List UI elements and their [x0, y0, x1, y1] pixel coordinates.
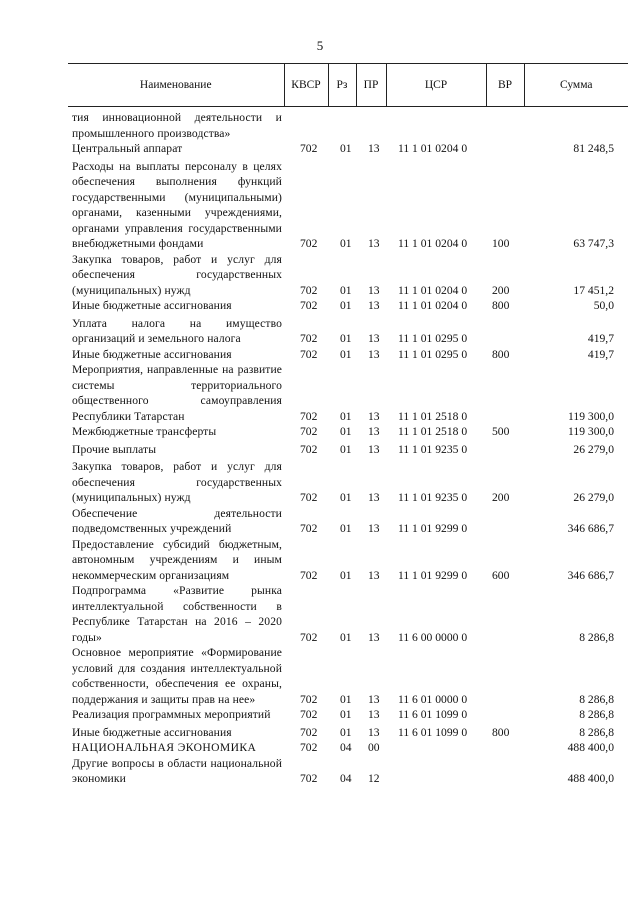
row-pr: 00 [368, 741, 380, 754]
row-pr: 13 [368, 725, 380, 739]
row-csr: 11 6 01 0000 0 [398, 692, 468, 706]
row-kvsr: 702 [300, 741, 318, 754]
row-rz: 01 [340, 692, 352, 706]
row-pr: 13 [368, 299, 380, 312]
row-csr: 11 1 01 9299 0 [398, 522, 468, 535]
table-row [72, 110, 628, 141]
row-csr: 11 1 01 9235 0 [398, 442, 468, 456]
table-row [72, 459, 628, 506]
table-row [72, 316, 628, 347]
row-rz: 01 [340, 491, 352, 504]
row-pr: 12 [368, 772, 380, 785]
header-pr: ПР [356, 64, 386, 107]
row-sum: 346 686,7 [567, 568, 614, 582]
row-kvsr: 702 [300, 332, 318, 345]
row-csr: 11 6 01 1099 0 [398, 725, 468, 739]
table-row [72, 347, 628, 363]
row-rz: 04 [340, 741, 352, 754]
row-sum: 119 300,0 [568, 425, 614, 438]
row-csr: 11 1 01 2518 0 [398, 425, 468, 438]
row-sum: 81 248,5 [573, 142, 614, 155]
row-pr: 13 [368, 630, 380, 644]
header-kvsr: КВСР [284, 64, 328, 107]
row-sum: 63 747,3 [573, 237, 614, 250]
row-kvsr: 702 [300, 772, 318, 785]
row-csr: 11 1 01 0204 0 [398, 237, 468, 250]
header-rz: Рз [328, 64, 356, 107]
table-row [72, 362, 628, 424]
row-pr: 13 [368, 442, 380, 456]
row-name: Расходы на выплаты персоналу в целях обеспечения выполнения функций государственными (муниципальными) органами, казенными учреждениями, органами управления государственными внебюджетными фондами [72, 159, 282, 250]
row-rz: 01 [340, 708, 352, 721]
row-csr: 11 1 01 0295 0 [398, 347, 468, 361]
row-vr: 200 [492, 491, 510, 504]
row-vr: 500 [492, 425, 510, 438]
row-csr: 11 1 01 9235 0 [398, 491, 468, 504]
table-row [72, 141, 628, 157]
row-pr: 13 [368, 409, 380, 423]
row-name: Подпрограмма «Развитие рынка интеллектуальной собственности в Республике Татарстан на 2016 – 2020 годы» [72, 584, 282, 644]
row-sum: 17 451,2 [573, 283, 614, 297]
table-row [72, 583, 628, 645]
row-name: Закупка товаров, работ и услуг для обеспечения государственных (муниципальных) нужд [72, 460, 282, 504]
row-pr: 13 [368, 568, 380, 582]
row-kvsr: 702 [300, 299, 318, 312]
row-sum: 346 686,7 [567, 522, 614, 535]
row-name: Межбюджетные трансферты [72, 425, 217, 438]
table-row [72, 725, 628, 741]
row-sum: 26 279,0 [573, 491, 614, 504]
table-row [72, 537, 628, 584]
row-rz: 01 [340, 347, 352, 361]
table-row [72, 707, 628, 723]
row-kvsr: 702 [300, 237, 318, 250]
row-rz: 01 [340, 142, 352, 155]
row-vr: 800 [492, 347, 510, 361]
row-kvsr: 702 [300, 692, 318, 706]
row-kvsr: 702 [300, 522, 318, 535]
row-rz: 01 [340, 630, 352, 644]
table-row [72, 424, 628, 440]
row-name: Основное мероприятие «Формирование условий для создания интеллектуальной собственности, обеспечения ее охраны, поддержания и защиты прав на нее» [72, 646, 282, 706]
row-vr: 100 [492, 237, 510, 250]
row-vr: 800 [492, 299, 510, 312]
row-kvsr: 702 [300, 142, 318, 155]
row-name: Обеспечение деятельности подведомственных учреждений [72, 506, 282, 535]
row-pr: 13 [368, 332, 380, 345]
row-rz: 01 [340, 568, 352, 582]
row-vr: 800 [492, 725, 510, 739]
row-name: Иные бюджетные ассигнования [72, 725, 232, 739]
row-sum: 488 400,0 [567, 741, 614, 754]
row-csr: 11 1 01 0204 0 [398, 142, 468, 155]
row-rz: 01 [340, 283, 352, 297]
row-name: Реализация программных мероприятий [72, 708, 271, 721]
table-row [72, 756, 628, 787]
row-csr: 11 1 01 0204 0 [398, 283, 468, 297]
header-sum: Сумма [524, 64, 628, 107]
row-csr: 11 1 01 9299 0 [398, 568, 468, 582]
row-pr: 13 [368, 283, 380, 297]
row-rz: 01 [340, 299, 352, 312]
row-pr: 13 [368, 692, 380, 706]
row-name: Другие вопросы в области национальной экономики [72, 756, 282, 785]
row-vr: 600 [492, 568, 510, 582]
row-pr: 13 [368, 237, 380, 250]
row-kvsr: 702 [300, 442, 318, 456]
row-name: Закупка товаров, работ и услуг для обеспечения государственных (муниципальных) нужд [72, 252, 282, 297]
row-kvsr: 702 [300, 491, 318, 504]
row-name: Уплата налога на имущество организаций и земельного налога [72, 316, 282, 345]
row-csr: 11 1 01 0295 0 [398, 332, 468, 345]
row-name: Иные бюджетные ассигнования [72, 299, 232, 312]
row-csr: 11 6 00 0000 0 [398, 630, 468, 644]
table-row [72, 159, 628, 252]
row-csr: 11 6 01 1099 0 [398, 708, 468, 721]
row-sum: 119 300,0 [568, 409, 614, 423]
header-vr: ВР [486, 64, 524, 107]
row-name: Предоставление субсидий бюджетным, автономным учреждениям и иным некоммерческим организациям [72, 537, 282, 582]
row-sum: 26 279,0 [573, 442, 614, 456]
table-row [72, 252, 628, 299]
table-row [72, 645, 628, 707]
page-number: 5 [316, 38, 324, 53]
row-rz: 01 [340, 725, 352, 739]
row-kvsr: 702 [300, 425, 318, 438]
row-pr: 13 [368, 142, 380, 155]
table-body [72, 110, 632, 787]
row-rz: 04 [340, 772, 352, 785]
row-kvsr: 702 [300, 568, 318, 582]
row-pr: 13 [368, 347, 380, 361]
table-header [68, 63, 628, 107]
row-sum: 8 286,8 [579, 725, 614, 739]
table-row [72, 506, 628, 537]
row-rz: 01 [340, 409, 352, 423]
table-row [72, 442, 628, 458]
row-kvsr: 702 [300, 725, 318, 739]
row-csr: 11 1 01 2518 0 [398, 409, 468, 423]
row-pr: 13 [368, 491, 380, 504]
row-sum: 8 286,8 [579, 630, 614, 644]
row-rz: 01 [340, 425, 352, 438]
row-csr: 11 1 01 0204 0 [398, 299, 468, 312]
row-kvsr: 702 [300, 708, 318, 721]
row-sum: 8 286,8 [579, 708, 614, 721]
row-rz: 01 [340, 442, 352, 456]
row-sum: 488 400,0 [567, 772, 614, 785]
row-rz: 01 [340, 522, 352, 535]
row-name: тия инновационной деятельности и промышленного производства» [72, 111, 282, 140]
row-kvsr: 702 [300, 347, 318, 361]
row-name: Мероприятия, направленные на развитие системы территориального общественного самоуправления Республики Татарстан [72, 363, 282, 423]
table-row [72, 298, 628, 314]
row-name: Иные бюджетные ассигнования [72, 347, 232, 361]
row-sum: 8 286,8 [579, 692, 614, 706]
header-csr: ЦСР [386, 64, 486, 107]
row-rz: 01 [340, 237, 352, 250]
header-name: Наименование [68, 64, 284, 107]
row-sum: 50,0 [593, 299, 614, 312]
row-vr: 200 [492, 283, 510, 297]
row-pr: 13 [368, 522, 380, 535]
table-row [72, 740, 628, 756]
row-kvsr: 702 [300, 283, 318, 297]
row-rz: 01 [340, 332, 352, 345]
row-sum: 419,7 [587, 332, 614, 345]
row-kvsr: 702 [300, 630, 318, 644]
row-name: Прочие выплаты [72, 442, 157, 456]
row-pr: 13 [368, 425, 380, 438]
row-sum: 419,7 [587, 347, 614, 361]
row-pr: 13 [368, 708, 380, 721]
row-name: Центральный аппарат [72, 142, 183, 155]
row-kvsr: 702 [300, 409, 318, 423]
row-name: НАЦИОНАЛЬНАЯ ЭКОНОМИКА [72, 741, 257, 754]
